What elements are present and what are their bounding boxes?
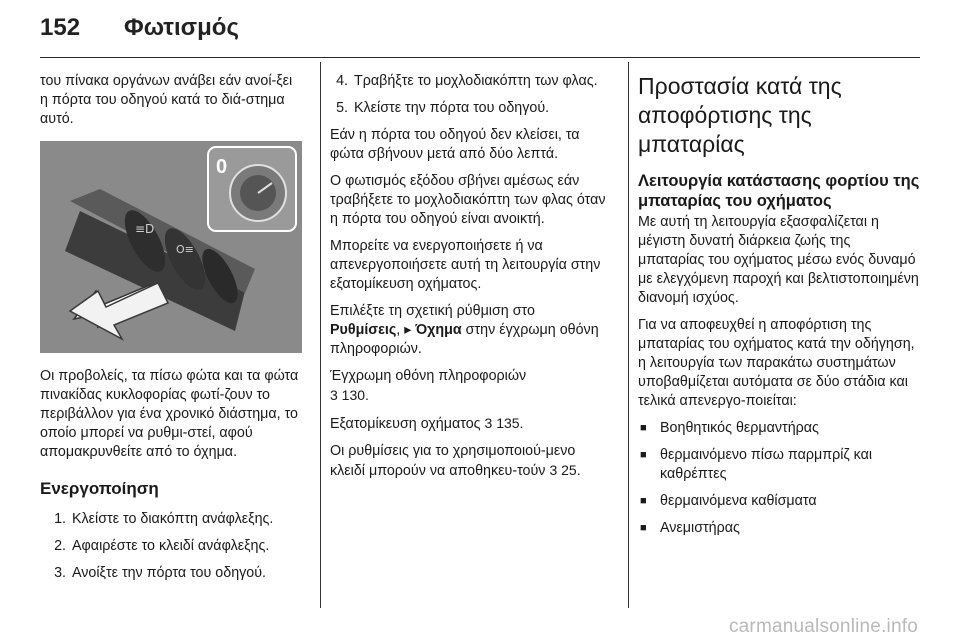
activation-steps — [40, 510, 302, 583]
paragraph — [330, 414, 606, 434]
text: στην έγχρωμη οθόνη πληροφοριών. — [330, 322, 599, 357]
separator: , — [396, 322, 405, 338]
list-item-text: θερμαινόμενο πίσω παρμπρίζ και καθρέπτες — [660, 447, 873, 482]
page-reference: 3 135. — [484, 415, 524, 431]
step-number: 1. — [54, 511, 66, 527]
paragraph — [330, 302, 606, 359]
paragraph: Μπορείτε να ενεργοποιήσετε ή να απενεργοποιήσετε αυτή τη λειτουργία στην εξατομίκευση οχήματος. — [330, 238, 601, 292]
column-divider — [628, 62, 629, 608]
bullet-icon: ■ — [640, 495, 647, 507]
step-item — [40, 510, 302, 529]
text: Οι ρυθμίσεις για το χρησιμοποιού-μενο κλειδί μπορούν να αποθηκευ-τούν — [330, 443, 576, 479]
column-divider — [320, 62, 321, 608]
paragraph: Οι προβολείς, τα πίσω φώτα και τα φώτα πινακίδας κυκλοφορίας φωτί-ζουν το περιβάλλον για ένα χρονικό διάστημα, το οποίο μπορεί να ρυθμι-στεί, αφού απομακρυνθείτε από το όχημα. — [40, 368, 299, 460]
list-item — [638, 446, 920, 484]
inset-label: 0 — [216, 156, 228, 178]
activation-steps-continued — [330, 72, 606, 118]
list-item-text: θερμαινόμενα καθίσματα — [660, 493, 817, 509]
text: Επιλέξτε τη σχετική ρύθμιση στο — [330, 303, 535, 319]
turn-signal-lever-illustration — [40, 141, 302, 353]
paragraph: Ο φωτισμός εξόδου σβήνει αμέσως εάν τραβήξετε το μοχλοδιακόπτη των φλας όταν η πόρτα του οδηγού είναι ανοικτή. — [330, 173, 606, 227]
list-item — [638, 492, 920, 511]
list-item-text: Ανεμιστήρας — [660, 520, 740, 536]
paragraph: Εάν η πόρτα του οδηγού δεν κλείσει, τα φώτα σβήνουν μετά από δύο λεπτά. — [330, 127, 580, 162]
paragraph: Για να αποφευχθεί η αποφόρτιση της μπαταρίας του οχήματος κατά την οδήγηση, η λειτουργία των παρακάτω συστημάτων υποβαθμίζεται αυτόματα σε δύο στάδια και τελικά απενεργο-ποιείται: — [638, 317, 915, 409]
step-text: Ανοίξτε την πόρτα του οδηγού. — [72, 565, 267, 581]
column-2 — [330, 72, 606, 489]
step-item — [40, 537, 302, 556]
step-text: Αφαιρέστε το κλειδί ανάφλεξης. — [72, 538, 270, 554]
header-rule — [40, 57, 920, 58]
step-item — [330, 99, 606, 118]
step-text: Κλείστε το διακόπτη ανάφλεξης. — [72, 511, 274, 527]
section-heading: Προστασία κατά της αποφόρτισης της μπαταρίας — [638, 73, 842, 157]
step-number: 4. — [336, 73, 348, 89]
text: Εξατομίκευση οχήματος — [330, 416, 481, 432]
page-header — [40, 14, 239, 42]
lever-illustration — [40, 141, 302, 353]
page-reference: 3 130. — [330, 387, 369, 403]
column-3 — [638, 72, 920, 546]
bullet-icon: ■ — [640, 449, 647, 461]
activation-heading: Ενεργοποίηση — [40, 479, 159, 498]
vehicle-label: ▸ Όχημα — [404, 322, 462, 338]
step-number: 2. — [54, 538, 66, 554]
text: Έγχρωμη οθόνη πληροφοριών — [330, 368, 527, 384]
bullet-icon: ■ — [640, 522, 647, 534]
step-text: Κλείστε την πόρτα του οδηγού. — [354, 100, 550, 116]
column-1 — [40, 72, 302, 591]
page-number: 152 — [40, 14, 81, 41]
paragraph — [330, 442, 606, 481]
step-number: 5. — [336, 100, 348, 116]
paragraph: Με αυτή τη λειτουργία εξασφαλίζεται η μέγιστη δυνατή διάρκεια ζωής της μπαταρίας του οχήματος μέσω ενός δυναμό με ελεγχόμενη παροχή και βελτιστοποιημένη διανομή ισχύος. — [638, 214, 919, 306]
chapter-title: Φωτισμός — [124, 14, 239, 41]
step-text: Τραβήξτε το μοχλοδιακόπτη των φλας. — [354, 73, 598, 89]
list-item — [638, 419, 920, 438]
step-item — [330, 72, 606, 91]
list-item-text: Βοηθητικός θερμαντήρας — [660, 420, 819, 436]
subsection-heading: Λειτουργία κατάστασης φορτίου της μπαταρίας του οχήματος — [638, 172, 920, 210]
paragraph — [330, 367, 606, 406]
svg-text:≡D: ≡D — [135, 222, 155, 236]
step-item — [40, 564, 302, 583]
step-number: 3. — [54, 565, 66, 581]
affected-systems-list — [638, 419, 920, 538]
settings-label: Ρυθμίσεις — [330, 322, 397, 338]
paragraph: του πίνακα οργάνων ανάβει εάν ανοί-ξει η πόρτα του οδηγού κατά το διά-στημα αυτό. — [40, 73, 293, 127]
svg-text:O≡: O≡ — [176, 243, 194, 256]
page-reference: 3 25. — [549, 462, 581, 478]
list-item — [638, 519, 920, 538]
watermark: carmanualsonline.info — [728, 616, 918, 637]
bullet-icon: ■ — [640, 422, 647, 434]
